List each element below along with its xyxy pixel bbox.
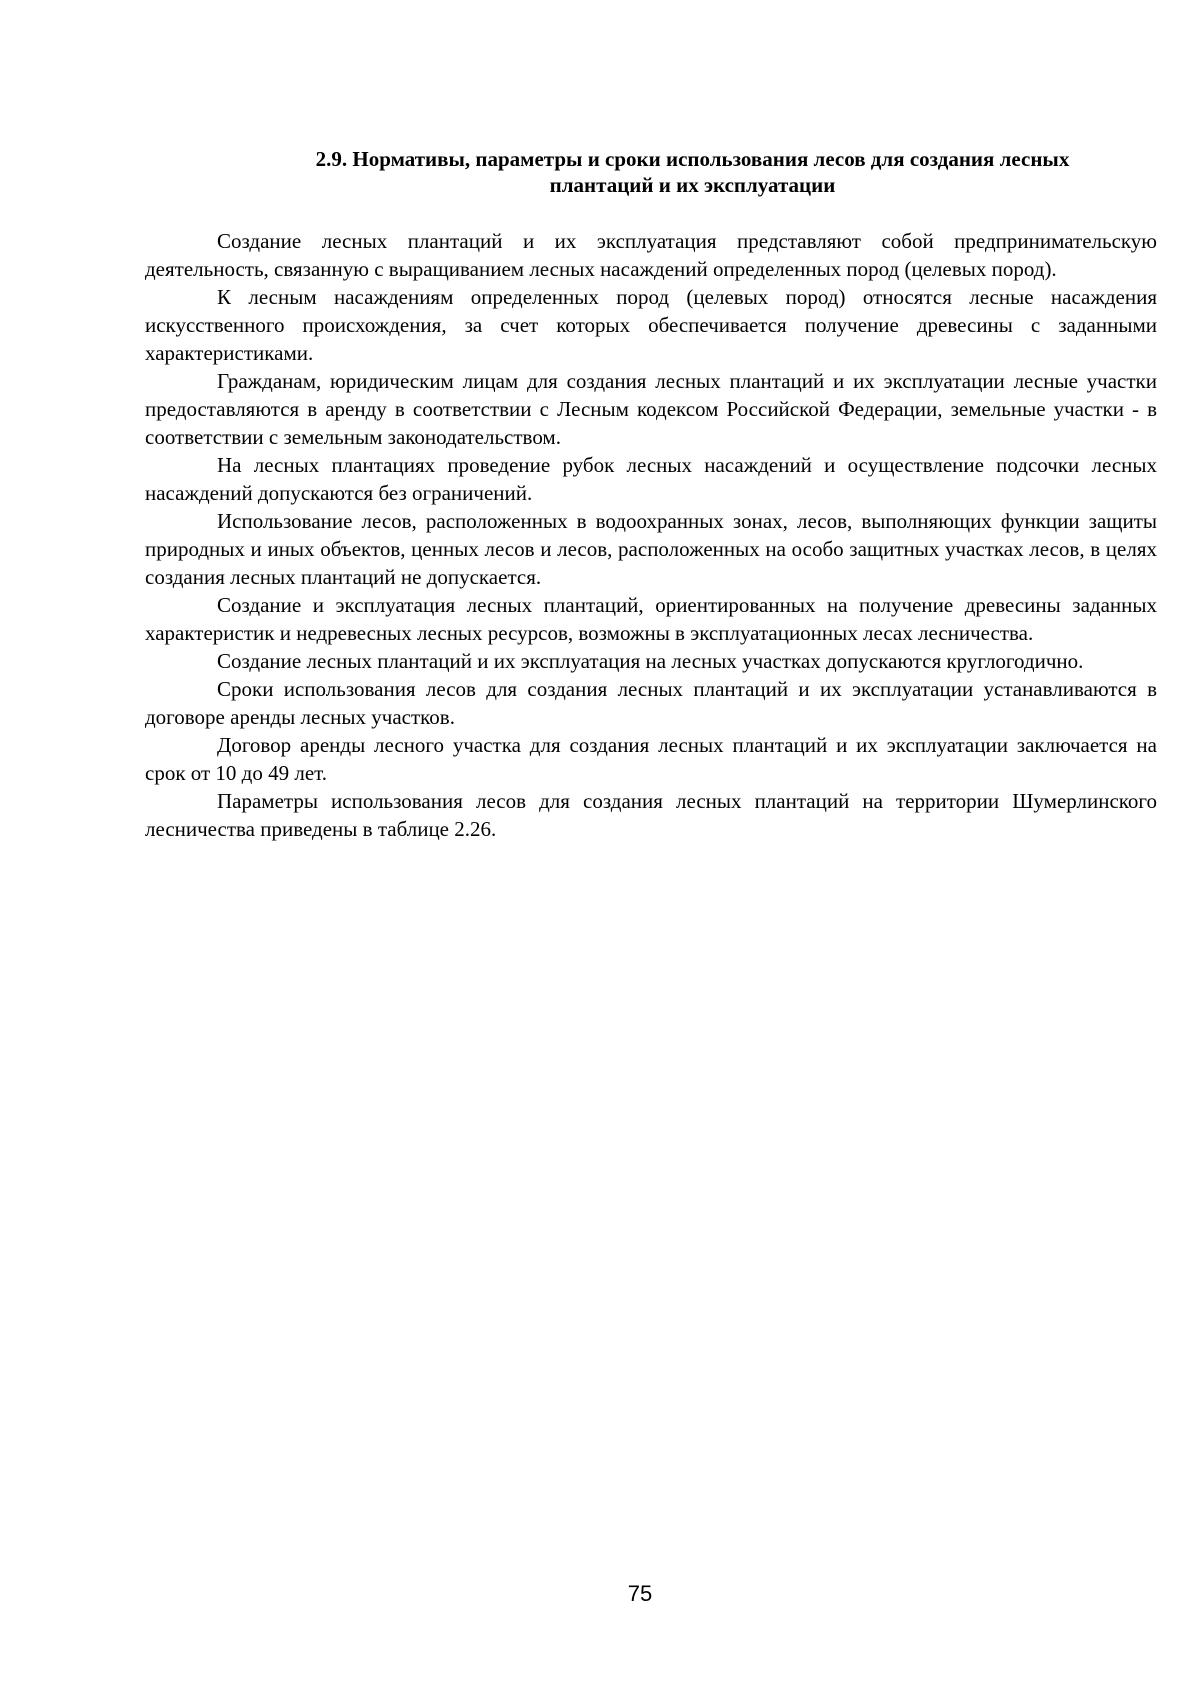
paragraph-8: Сроки использования лесов для создания лесных плантаций и их эксплуатации устанавливаются в договоре аренды лесных участков.: [145, 677, 1157, 729]
paragraph-1: Создание лесных плантаций и их эксплуатация представляют собой предпринимательскую деятельность, связанную с выращиванием лесных насаждений определенных пород (целевых пород).: [145, 229, 1157, 281]
paragraph-5: Использование лесов, расположенных в водоохранных зонах, лесов, выполняющих функции защиты природных и иных объектов, ценных лесов и лесов, расположенных на особо защитных участках лесов, в целях создания лесных плантаций не допускается.: [145, 509, 1157, 589]
paragraph-2: К лесным насаждениям определенных пород (целевых пород) относятся лесные насаждения искусственного происхождения, за счет которых обеспечивается получение древесины с заданными характеристиками.: [145, 285, 1157, 365]
paragraph-10: Параметры использования лесов для создания лесных плантаций на территории Шумерлинского лесничества приведены в таблице 2.26.: [145, 789, 1157, 841]
body-text: [145, 227, 1157, 843]
section-heading: [145, 146, 1155, 198]
paragraph-3: Гражданам, юридическим лицам для создания лесных плантаций и их эксплуатации лесные участки предоставляются в аренду в соответствии с Лесным кодексом Российской Федерации, земельные участки - в соответствии с земельным законодательством.: [145, 369, 1157, 449]
paragraph-7: Создание лесных плантаций и их эксплуатация на лесных участках допускаются круглогодично.: [217, 649, 1084, 673]
paragraph-4: На лесных плантациях проведение рубок лесных насаждений и осуществление подсочки лесных насаждений допускаются без ограничений.: [145, 453, 1157, 505]
paragraph-9: Договор аренды лесного участка для создания лесных плантаций и их эксплуатации заключается на срок от 10 до 49 лет.: [145, 733, 1157, 785]
section-heading-line-2: плантаций и их эксплуатации: [549, 173, 836, 197]
paragraph-6: Создание и эксплуатация лесных плантаций, ориентированных на получение древесины заданных характеристик и недревесных лесных ресурсов, возможны в эксплуатационных лесах лесничества.: [145, 593, 1157, 645]
section-heading-line-1: 2.9. Нормативы, параметры и сроки использования лесов для создания лесных: [315, 147, 1070, 171]
page-number: 75: [627, 1581, 653, 1606]
